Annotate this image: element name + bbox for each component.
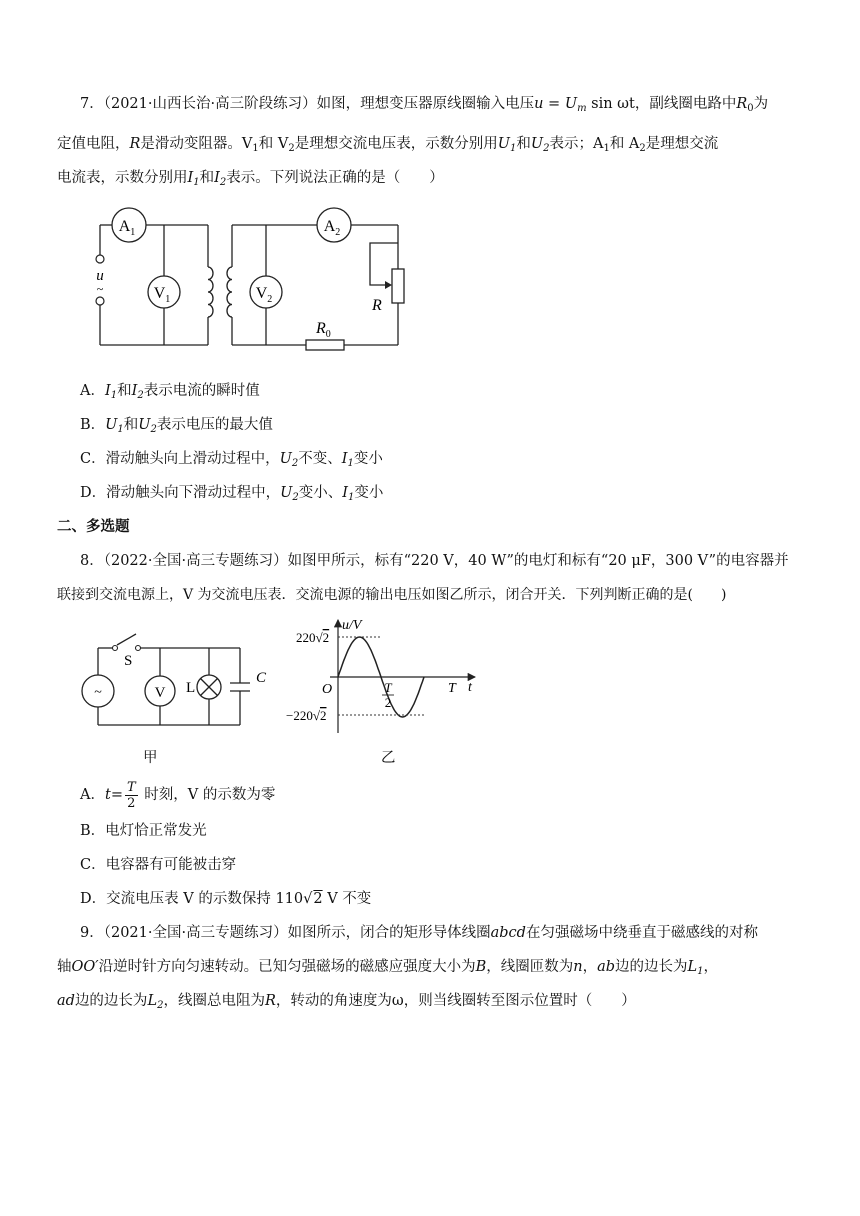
q8-line-1: 8．（2022·全国·高三专题练习）如图甲所示，标有“220 V，40 W”的电灯和标有“20 μF，300 V”的电容器并 [80, 553, 789, 569]
q7-source-tilde: ~ [96, 282, 104, 296]
q9-number: 9． [80, 925, 104, 941]
svg-text:A1: $A_1$ [118, 218, 136, 238]
voltmeter-v1 [148, 276, 180, 308]
q8-option-a[interactable]: A．t= $\frac{T}{2}$ 时刻，V 的示数为零 [80, 779, 276, 811]
q8-option-b[interactable]: B．电灯恰正常发光 [80, 823, 207, 839]
lamp-label: L [186, 680, 196, 696]
q8-voltage-graph [280, 615, 485, 745]
ammeter-a1 [112, 208, 146, 242]
section-heading: 二、多选题 [57, 519, 130, 535]
voltmeter-v [145, 676, 175, 706]
graph-ylabel: u/V [342, 618, 362, 633]
q9-line-1: 9．（2021·全国·高三专题练习）如图所示，闭合的矩形导体线圈abcd在匀强磁场中绕垂直于磁感线的对称 [80, 925, 758, 941]
graph-origin: O [322, 682, 333, 697]
q7-transformer-circuit [80, 205, 420, 360]
ac-source [82, 675, 114, 707]
q7-source: （2021·山西长治·高三阶段练习） [103, 96, 317, 112]
switch-pivot [113, 646, 118, 651]
q8-caption-yi: 乙 [381, 750, 396, 766]
q7-terminal-top [96, 255, 104, 263]
rheostat-label: R [372, 297, 382, 314]
switch-contact [136, 646, 141, 651]
graph-period-label: T [448, 681, 456, 696]
lamp-l [197, 675, 221, 699]
graph-ymin-label: −220√2 [286, 708, 327, 723]
q7-option-b[interactable]: B．$U_1$和$U_2$表示电压的最大值 [80, 417, 273, 435]
q9-line-2: 轴OO′沿逆时针方向匀速转动。已知匀强磁场的磁感应强度大小为B，线圈匝数为n，ab边的边长为$L_1$， [57, 959, 719, 977]
q7-option-c[interactable]: C．滑动触头向上滑动过程中，$U_2$不变、$I_1$变小 [80, 451, 383, 469]
q7-option-d[interactable]: D．滑动触头向下滑动过程中，$U_2$变小、$I_1$变小 [80, 485, 384, 503]
capacitor-label: C [256, 670, 267, 686]
svg-text:V1: $V_1$ [153, 285, 171, 305]
svg-text:A2: $A_2$ [323, 218, 341, 238]
q8-circuit-jia [80, 620, 280, 770]
q7-line-1: 7．（2021·山西长治·高三阶段练习）如图，理想变压器原线圈输入电压$u = U_m$ sin ωt，副线圈电路中$R_0$为 [80, 96, 769, 114]
graph-half-period-den: 2 [384, 695, 392, 710]
q7-line-3: 电流表，示数分别用$I_1$和$I_2$表示。下列说法正确的是（ ） [57, 170, 444, 188]
q8-line-2: 联接到交流电源上，V 为交流电压表．交流电源的输出电压如图乙所示，闭合开关．下列判断正确的是( ) [57, 587, 727, 603]
resistor-r0-label: $R_0$ [316, 320, 331, 340]
switch-label: S [124, 653, 133, 669]
q7-line-2: 定值电阻，R是滑动变阻器。$V_1$和 $V_2$是理想交流电压表，示数分别用$U_1$和$U_2$表示；$A_1$和 $A_2$是理想交流 [57, 136, 719, 154]
q7-terminal-bottom [96, 297, 104, 305]
q7-option-a[interactable]: A．$I_1$和$I_2$表示电流的瞬时值 [80, 383, 260, 401]
q7-number: 7． [80, 96, 104, 112]
q8-source: （2022·全国·高三专题练习） [103, 553, 288, 569]
ammeter-a2 [317, 208, 351, 242]
q9-line-3: ad边的边长为$L_2$，线圈总电阻为R，转动的角速度为ω，则当线圈转至图示位置时（ ） [57, 993, 636, 1011]
q8-option-d[interactable]: D．交流电压表 V 的示数保持 110√2 V 不变 [80, 891, 372, 907]
q8-option-c[interactable]: C．电容器有可能被击穿 [80, 857, 237, 873]
graph-ymax-label: 220√2 [296, 630, 330, 645]
q8-number: 8． [80, 553, 104, 569]
svg-text:~: ~ [94, 685, 102, 700]
graph-half-period-num: T [384, 680, 392, 695]
svg-text:V2: $V_2$ [255, 285, 273, 305]
svg-text:V: V [154, 685, 166, 701]
q9-source: （2021·全国·高三专题练习） [103, 925, 288, 941]
fraction-t-over-2: $\frac{T}{2}$ [126, 779, 136, 811]
q8-caption-jia: 甲 [143, 750, 158, 766]
rheostat-r [392, 269, 404, 303]
graph-t-label: t [468, 680, 472, 695]
q7-source-u: u [96, 268, 104, 284]
voltmeter-v2 [250, 276, 282, 308]
resistor-r0 [306, 340, 344, 350]
